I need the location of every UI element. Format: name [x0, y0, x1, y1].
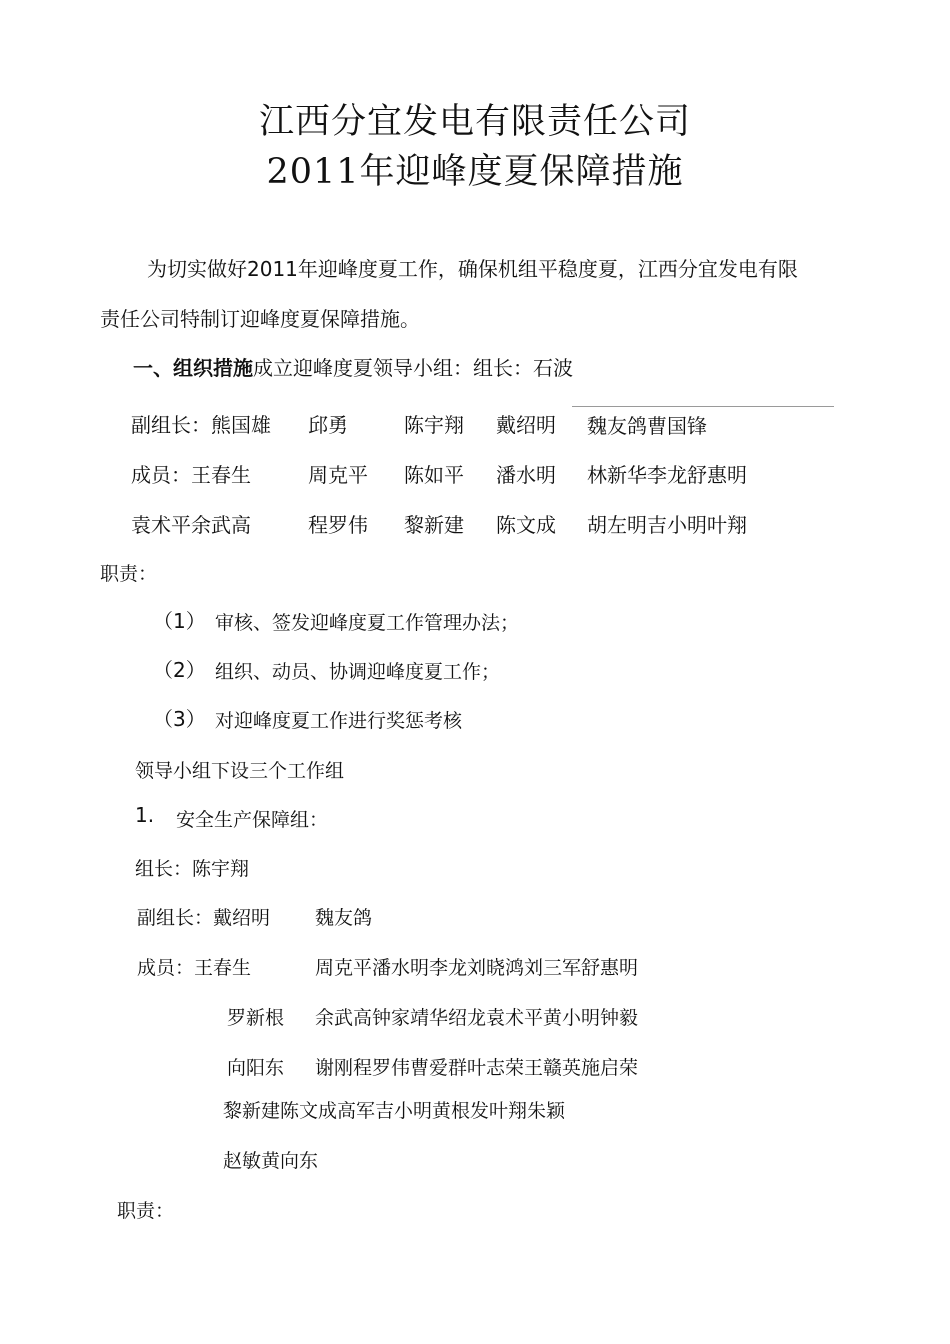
section-1-heading	[133, 352, 573, 381]
subgroups-intro: 领导小组下设三个工作组	[135, 760, 345, 782]
group-1-members-label: 成员：王春生	[137, 957, 252, 979]
group-1-leader: 组长：陈宇翔	[135, 858, 250, 880]
duties-label: 职责：	[100, 563, 158, 585]
duty-2-num: （2）	[153, 658, 206, 682]
leadership-row-1-col-1: 副组长：熊国雄	[131, 413, 271, 437]
document-title: 江西分宜发电有限责任公司	[258, 102, 691, 142]
group-1-members-row-3-a: 向阳东	[227, 1057, 285, 1079]
duty-1-text: 审核、签发迎峰度夏工作管理办法；	[215, 612, 520, 634]
group-1-members-row-4: 黎新建陈文成高军吉小明黄根发叶翔朱颖	[223, 1100, 566, 1122]
group-1-members-row-1: 周克平潘水明李龙刘晓鸿刘三军舒惠明	[315, 957, 639, 979]
leadership-row-2-col-1: 成员：王春生	[131, 463, 251, 487]
group-1-duties-label: 职责：	[117, 1200, 175, 1222]
leadership-row-1-col-5: 魏友鸽曹国锋	[587, 414, 707, 438]
group-1-deputy-label: 副组长：戴绍明	[137, 907, 271, 929]
group-1-title: 安全生产保障组：	[176, 809, 329, 831]
leadership-row-3-col-2: 程罗伟	[308, 513, 368, 537]
group-1-members-row-3-b: 谢刚程罗伟曹爱群叶志荣王赣英施启荣	[315, 1057, 639, 1079]
leadership-row-2-col-4: 潘水明	[496, 463, 556, 487]
document-subtitle: 2011年迎峰度夏保障措施	[266, 152, 684, 192]
group-1-members-row-2-b: 余武高钟家靖华绍龙袁术平黄小明钟毅	[315, 1007, 639, 1029]
duty-3-text: 对迎峰度夏工作进行奖惩考核	[215, 710, 463, 732]
intro-line-1: 为切实做好2011年迎峰度夏工作，确保机组平稳度夏，江西分宜发电有限	[147, 257, 798, 281]
leadership-row-3-col-1: 袁术平余武高	[131, 513, 251, 537]
duty-2-text: 组织、动员、协调迎峰度夏工作；	[215, 661, 501, 683]
group-1-deputy-rest: 魏友鸽	[315, 907, 373, 929]
section-1-heading-bold: 一、组织措施	[133, 356, 253, 380]
leadership-row-2-col-3: 陈如平	[404, 463, 464, 487]
duty-3-num: （3）	[153, 707, 206, 731]
leadership-row-1-col-3: 陈宇翔	[404, 413, 464, 437]
leadership-row-3-col-4: 陈文成	[496, 513, 556, 537]
group-1-members-row-5: 赵敏黄向东	[223, 1150, 319, 1172]
intro-line-2: 责任公司特制订迎峰度夏保障措施。	[100, 307, 420, 331]
section-1-heading-rest: 成立迎峰度夏领导小组：组长：石波	[253, 356, 573, 380]
leadership-row-3-col-3: 黎新建	[404, 513, 464, 537]
horizontal-rule	[572, 406, 834, 407]
leadership-row-1-col-2: 邱勇	[308, 413, 348, 437]
leadership-row-1-col-4: 戴绍明	[496, 413, 556, 437]
duty-1-num: （1）	[153, 609, 206, 633]
group-1-num: 1.	[135, 803, 155, 827]
leadership-row-3-col-5: 胡左明吉小明叶翔	[587, 513, 747, 537]
group-1-members-row-2-a: 罗新根	[227, 1007, 285, 1029]
leadership-row-2-col-2: 周克平	[308, 463, 368, 487]
leadership-row-2-col-5: 林新华李龙舒惠明	[587, 463, 747, 487]
